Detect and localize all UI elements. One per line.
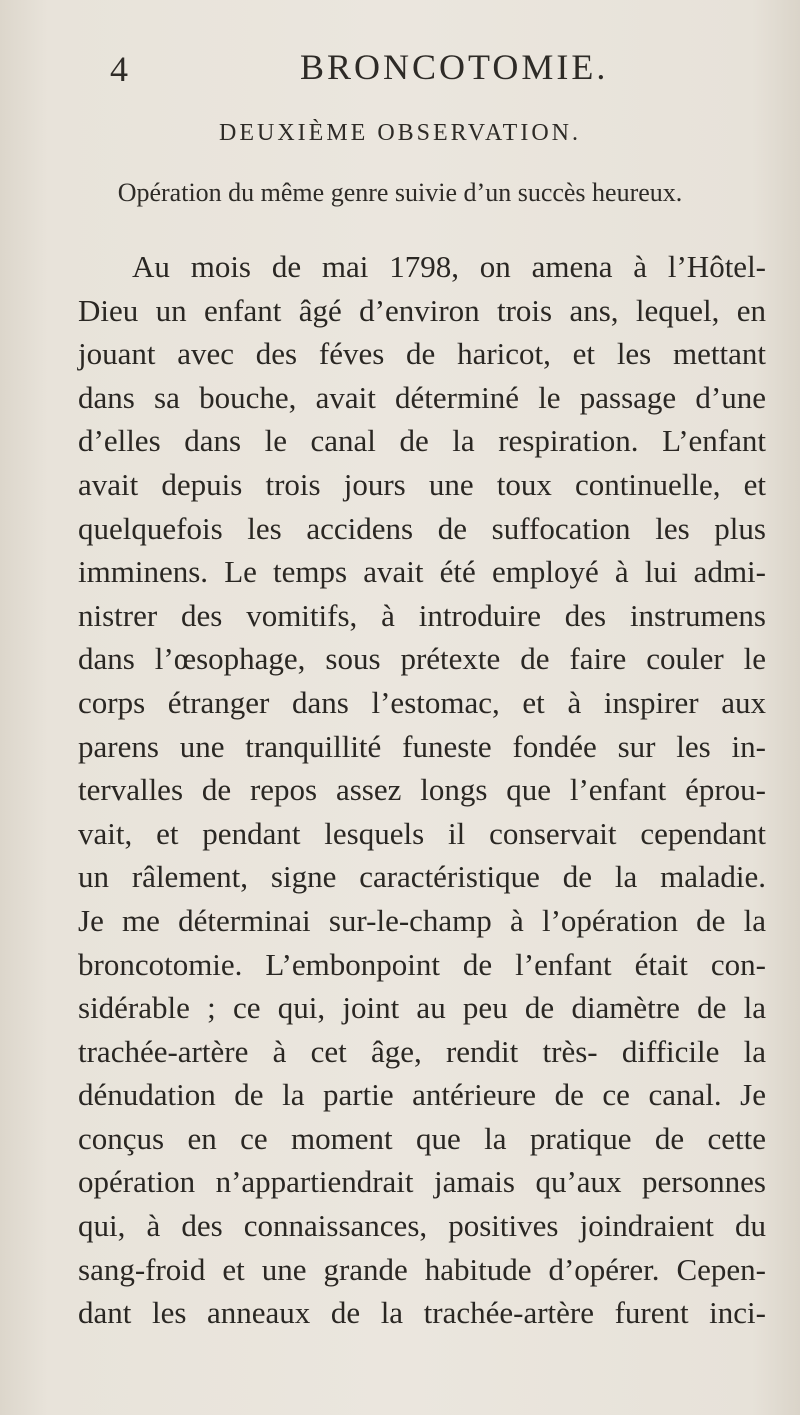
text-line: imminens. Le temps avait été employé à lui admi- — [78, 554, 766, 590]
text-line: d’elles dans le canal de la respiration. L’enfant — [78, 423, 766, 459]
page-number: 4 — [110, 49, 128, 89]
text-line: sang-froid et une grande habitude d’opérer. Cepen- — [78, 1251, 766, 1287]
text-line: dans l’œsophage, sous prétexte de faire couler le — [78, 641, 766, 677]
text-line: parens une tranquillité funeste fondée sur les in- — [78, 728, 766, 764]
body-paragraph — [78, 245, 766, 1335]
text-line: dans sa bouche, avait déterminé le passage d’une — [78, 379, 766, 415]
text-line: opération n’appartiendrait jamais qu’aux personnes — [78, 1164, 766, 1200]
text-line: dénudation de la partie antérieure de ce canal. Je — [78, 1077, 766, 1113]
text-line: jouant avec des féves de haricot, et les mettant — [78, 336, 766, 372]
text-line: un râlement, signe caractéristique de la maladie. — [78, 859, 766, 895]
page-header — [110, 44, 730, 94]
text-line: corps étranger dans l’estomac, et à inspirer aux — [78, 684, 766, 720]
text-line: sidérable ; ce qui, joint au peu de diamètre de la — [78, 990, 766, 1026]
text-line: conçus en ce moment que la pratique de cette — [78, 1120, 766, 1156]
text-line: Je me déterminai sur-le-champ à l’opération de la — [78, 902, 766, 938]
text-line: Dieu un enfant âgé d’environ trois ans, lequel, en — [78, 292, 766, 328]
section-heading: DEUXIÈME OBSERVATION. — [219, 120, 581, 146]
section-subtitle: Opération du même genre suivie d’un succès heureux. — [117, 178, 683, 207]
text-line: avait depuis trois jours une toux continuelle, et — [78, 466, 766, 502]
text-line: dant les anneaux de la trachée-artère furent inci- — [78, 1295, 766, 1331]
text-line: Au mois de mai 1798, on amena à l’Hôtel- — [132, 249, 766, 284]
text-line: broncotomie. L’embonpoint de l’enfant était con- — [78, 946, 766, 982]
text-line: nistrer des vomitifs, à introduire des instrumens — [78, 597, 766, 633]
running-title: BRONCOTOMIE. — [300, 47, 609, 87]
text-line: quelquefois les accidens de suffocation les plus — [78, 510, 766, 546]
text-line: vait, et pendant lesquels il conservait cependant — [78, 815, 766, 851]
text-line: tervalles de repos assez longs que l’enfant éprou- — [78, 772, 766, 808]
text-line: trachée-artère à cet âge, rendit très- difficile la — [78, 1033, 766, 1069]
text-line: qui, à des connaissances, positives joindraient du — [78, 1208, 766, 1244]
